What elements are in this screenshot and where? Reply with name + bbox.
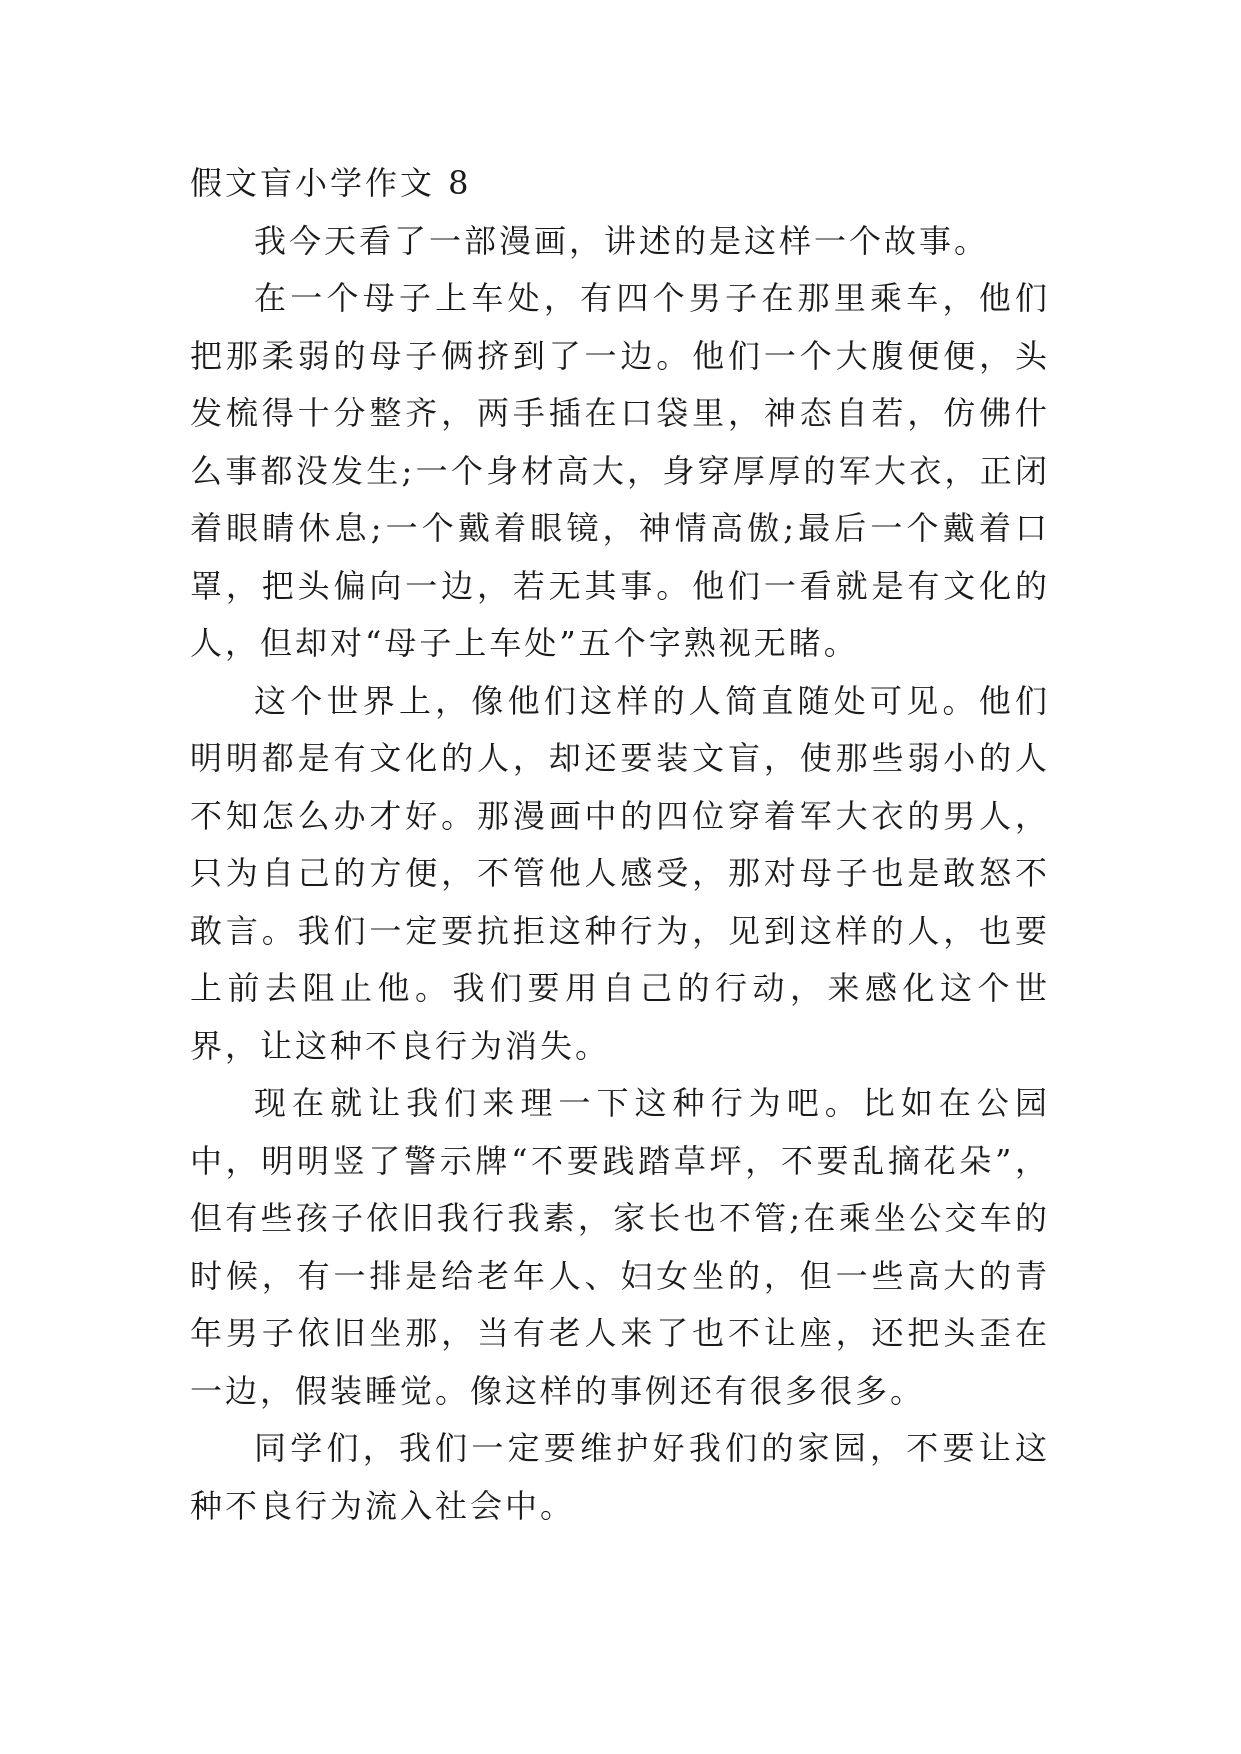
document-title: 假文盲小学作文 8 — [190, 164, 472, 202]
paragraph-5: 同学们，我们一定要维护好我们的家园，不要让这种不良行为流入社会中。 — [190, 1429, 1050, 1525]
document-body — [190, 155, 1050, 1535]
paragraph-3: 这个世界上，像他们这样的人简直随处可见。他们明明都是有文化的人，却还要装文盲，使那些弱小的人不知怎么办才好。那漫画中的四位穿着军大衣的男人，只为自己的方便，不管他人感受，那对母子也是敢怒不敢言。我们一定要抗拒这种行为，见到这样的人，也要上前去阻止他。我们要用自己的行动，来感化这个世界，让这种不良行为消失。 — [190, 681, 1050, 1065]
paragraph-2: 在一个母子上车处，有四个男子在那里乘车，他们把那柔弱的母子俩挤到了一边。他们一个大腹便便，头发梳得十分整齐，两手插在口袋里，神态自若，仿佛什么事都没发生;一个身材高大，身穿厚厚的军大衣，正闭着眼睛休息;一个戴着眼镜，神情高傲;最后一个戴着口罩，把头偏向一边，若无其事。他们一看就是有文化的人，但却对“母子上车处”五个字熟视无睹。 — [190, 279, 1050, 662]
paragraph-4: 现在就让我们来理一下这种行为吧。比如在公园中，明明竖了警示牌“不要践踏草坪，不要乱摘花朵”，但有些孩子依旧我行我素，家长也不管;在乘坐公交车的时候，有一排是给老年人、妇女坐的，但一些高大的青年男子依旧坐那，当有老人来了也不让座，还把头歪在一边，假装睡觉。像这样的事例还有很多很多。 — [190, 1084, 1050, 1410]
paragraph-1: 我今天看了一部漫画，讲述的是这样一个故事。 — [254, 221, 990, 260]
